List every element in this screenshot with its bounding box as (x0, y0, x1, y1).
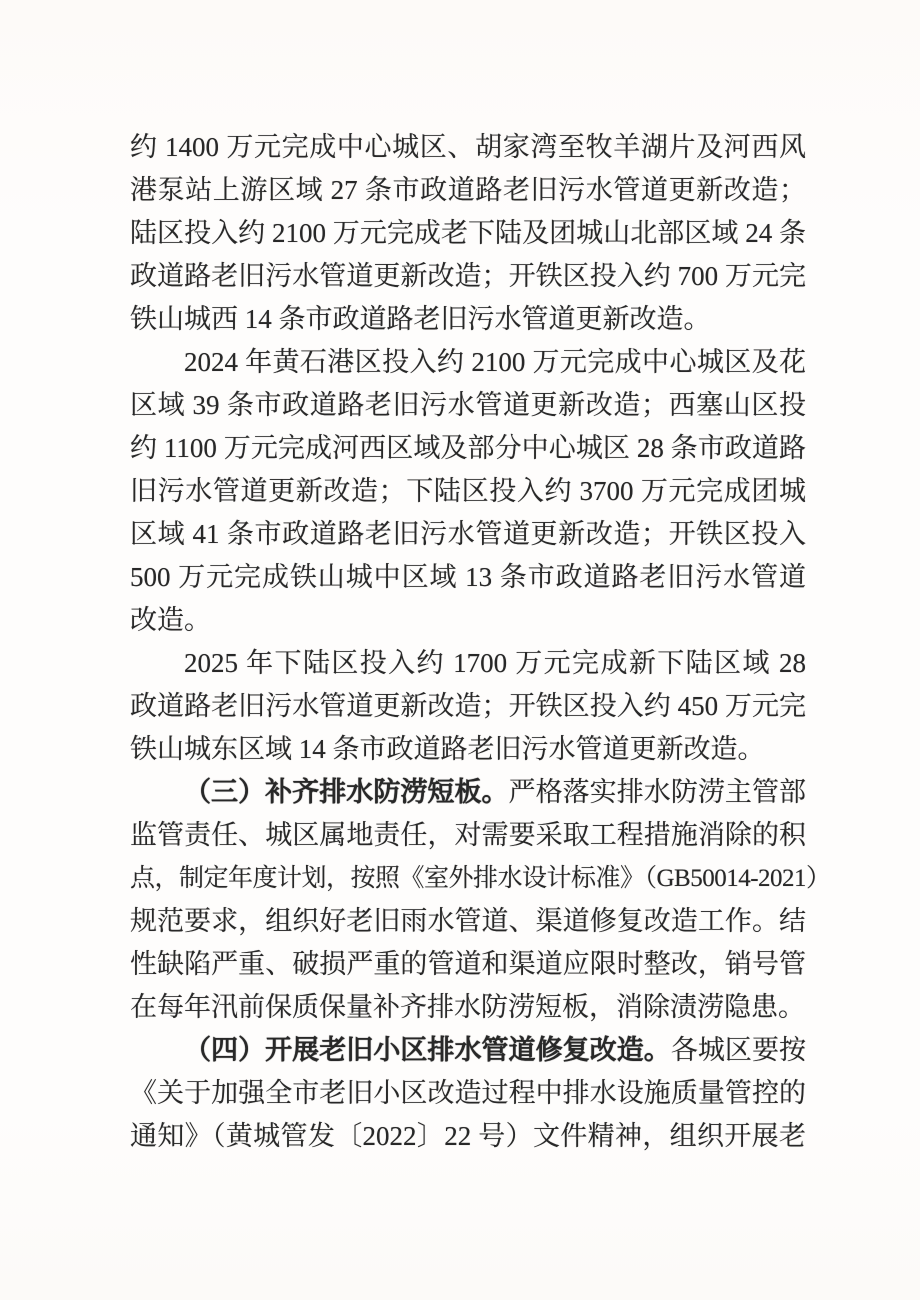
text-line (130, 1072, 806, 1115)
para-2025-plan (130, 642, 806, 771)
body-text: 《关于加强全市老旧小区改造过程中排水设施质量管控的 (130, 1078, 806, 1108)
para-2024-plan (130, 341, 806, 642)
text-line (130, 814, 806, 857)
body-text: 铁山城东区域 14 条市政道路老旧污水管道更新改造。 (130, 734, 765, 764)
body-text: 规范要求，组织好老旧雨水管道、渠道修复改造工作。结 (130, 906, 806, 936)
para-prev-year-continued (130, 126, 806, 341)
body-text: 2024 年黄石港区投入约 2100 万元完成中心城区及花 (184, 347, 806, 377)
body-text: 陆区投入约 2100 万元完成老下陆及团城山北部区域 24 条 (130, 218, 806, 248)
text-line (130, 556, 806, 599)
body-text: 港泵站上游区域 27 条市政道路老旧污水管道更新改造； (130, 175, 806, 205)
body-text: 点，制定年度计划，按照《室外排水设计标准》（GB50014-2021） (130, 865, 831, 892)
body-text: 通知》（黄城管发〔2022〕22 号）文件精神，组织开展老 (130, 1121, 806, 1151)
text-line (130, 685, 806, 728)
text-line (130, 728, 806, 771)
text-line (130, 943, 806, 986)
text-line (130, 341, 806, 384)
text-line (130, 126, 806, 169)
text-line (130, 427, 806, 470)
text-line (130, 1115, 806, 1158)
body-text: 区域 39 条市政道路老旧污水管道更新改造；西塞山区投 (130, 390, 806, 420)
body-text: 各城区要按 (670, 1035, 806, 1065)
document-text-block (130, 126, 831, 1158)
text-line (130, 298, 806, 341)
text-line (130, 470, 806, 513)
body-text: 政道路老旧污水管道更新改造；开铁区投入约 700 万元完 (130, 261, 806, 291)
body-text: 2025 年下陆区投入约 1700 万元完成新下陆区域 28 (184, 648, 806, 678)
body-text: 在每年汛前保质保量补齐排水防涝短板，消除渍涝隐患。 (130, 992, 805, 1022)
body-text: 500 万元完成铁山城中区域 13 条市政道路老旧污水管道 (130, 562, 806, 592)
text-line (130, 1029, 806, 1072)
text-line (130, 255, 806, 298)
text-line (130, 857, 831, 900)
body-text: 约 1400 万元完成中心城区、胡家湾至牧羊湖片及河西风 (130, 132, 806, 162)
body-text: 监管责任、城区属地责任，对需要采取工程措施消除的积 (130, 820, 806, 850)
section-heading-text: （三）补齐排水防涝短板。 (184, 777, 509, 807)
body-text: 旧污水管道更新改造；下陆区投入约 3700 万元完成团城 (130, 476, 806, 506)
body-text: 改造。 (130, 605, 211, 635)
body-text: 约 1100 万元完成河西区域及部分中心城区 28 条市政道路 (130, 433, 806, 463)
body-text: 性缺陷严重、破损严重的管道和渠道应限时整改，销号管 (130, 949, 806, 979)
text-line (130, 513, 806, 556)
para-section-4-old-community-renovation (130, 1029, 806, 1158)
body-text: 铁山城西 14 条市政道路老旧污水管道更新改造。 (130, 304, 711, 334)
text-line (130, 900, 806, 943)
section-heading-text: （四）开展老旧小区排水管道修复改造。 (184, 1035, 671, 1065)
para-section-3-flood-prevention (130, 771, 831, 1029)
text-line (130, 599, 806, 642)
body-text: 政道路老旧污水管道更新改造；开铁区投入约 450 万元完 (130, 691, 806, 721)
body-text: 严格落实排水防涝主管部 (508, 777, 806, 807)
text-line (130, 986, 806, 1029)
text-line (130, 169, 806, 212)
text-line (130, 384, 806, 427)
text-line (130, 642, 806, 685)
text-line (130, 771, 806, 814)
body-text: 区域 41 条市政道路老旧污水管道更新改造；开铁区投入 (130, 519, 806, 549)
text-line (130, 212, 806, 255)
